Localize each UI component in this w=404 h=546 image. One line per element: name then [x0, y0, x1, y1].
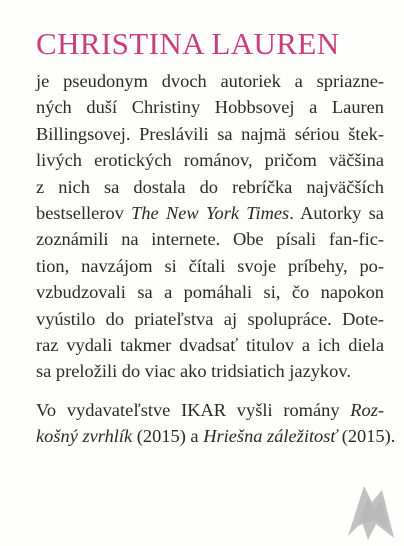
book-title-part: košný zvrhlík	[36, 426, 133, 447]
bio-line: livých erotických románov, pričom väčšina	[36, 150, 384, 171]
paragraph-spacer	[36, 385, 384, 397]
book-title: Hriešna záležitosť	[203, 426, 338, 447]
author-bio	[36, 68, 396, 449]
newspaper-title: The New York Times	[131, 202, 290, 223]
bio-line: vzbudzovali sa a pomáhali si, čo napokon	[36, 282, 384, 303]
publisher-note-line-2	[36, 423, 396, 449]
bio-line: vyústilo do priateľstva aj spolupráce. Dote-	[36, 308, 384, 329]
publisher-note-prefix: Vo vydavateľstve IKAR vyšli romány	[36, 399, 351, 420]
bio-line-nyt	[36, 200, 384, 226]
bio-line: zoznámili na internete. Obe písali fan-fic-	[36, 229, 384, 250]
bio-line: Billingsovej. Preslávili sa najmä sériou štek-	[36, 123, 384, 144]
publisher-note-line-1	[36, 397, 384, 423]
bio-line: ných duší Christiny Hobbsovej a Lauren	[36, 97, 384, 118]
publisher-note-suffix: (2015).	[337, 426, 396, 447]
bio-text: . Autorky sa	[289, 202, 384, 223]
page-corner-mark-icon	[342, 480, 400, 544]
bio-line: tion, navzájom si čítali svoje príbehy, po-	[36, 255, 384, 276]
bio-line: je pseudonym dvoch autoriek a spriazne-	[36, 71, 384, 91]
book-title-part: Roz-	[350, 399, 384, 420]
bio-line: z nich sa dostala do rebríčka najväčších	[36, 176, 384, 197]
bio-line: sa preložili do viac ako tridsiatich jazykov.	[36, 361, 351, 382]
publisher-note-mid: (2015) a	[132, 426, 204, 447]
bio-line: raz vydali takmer dvadsať titulov a ich diela	[36, 334, 384, 355]
author-name-heading: CHRISTINA LAUREN	[36, 26, 340, 61]
bio-text: bestsellerov	[36, 202, 132, 223]
